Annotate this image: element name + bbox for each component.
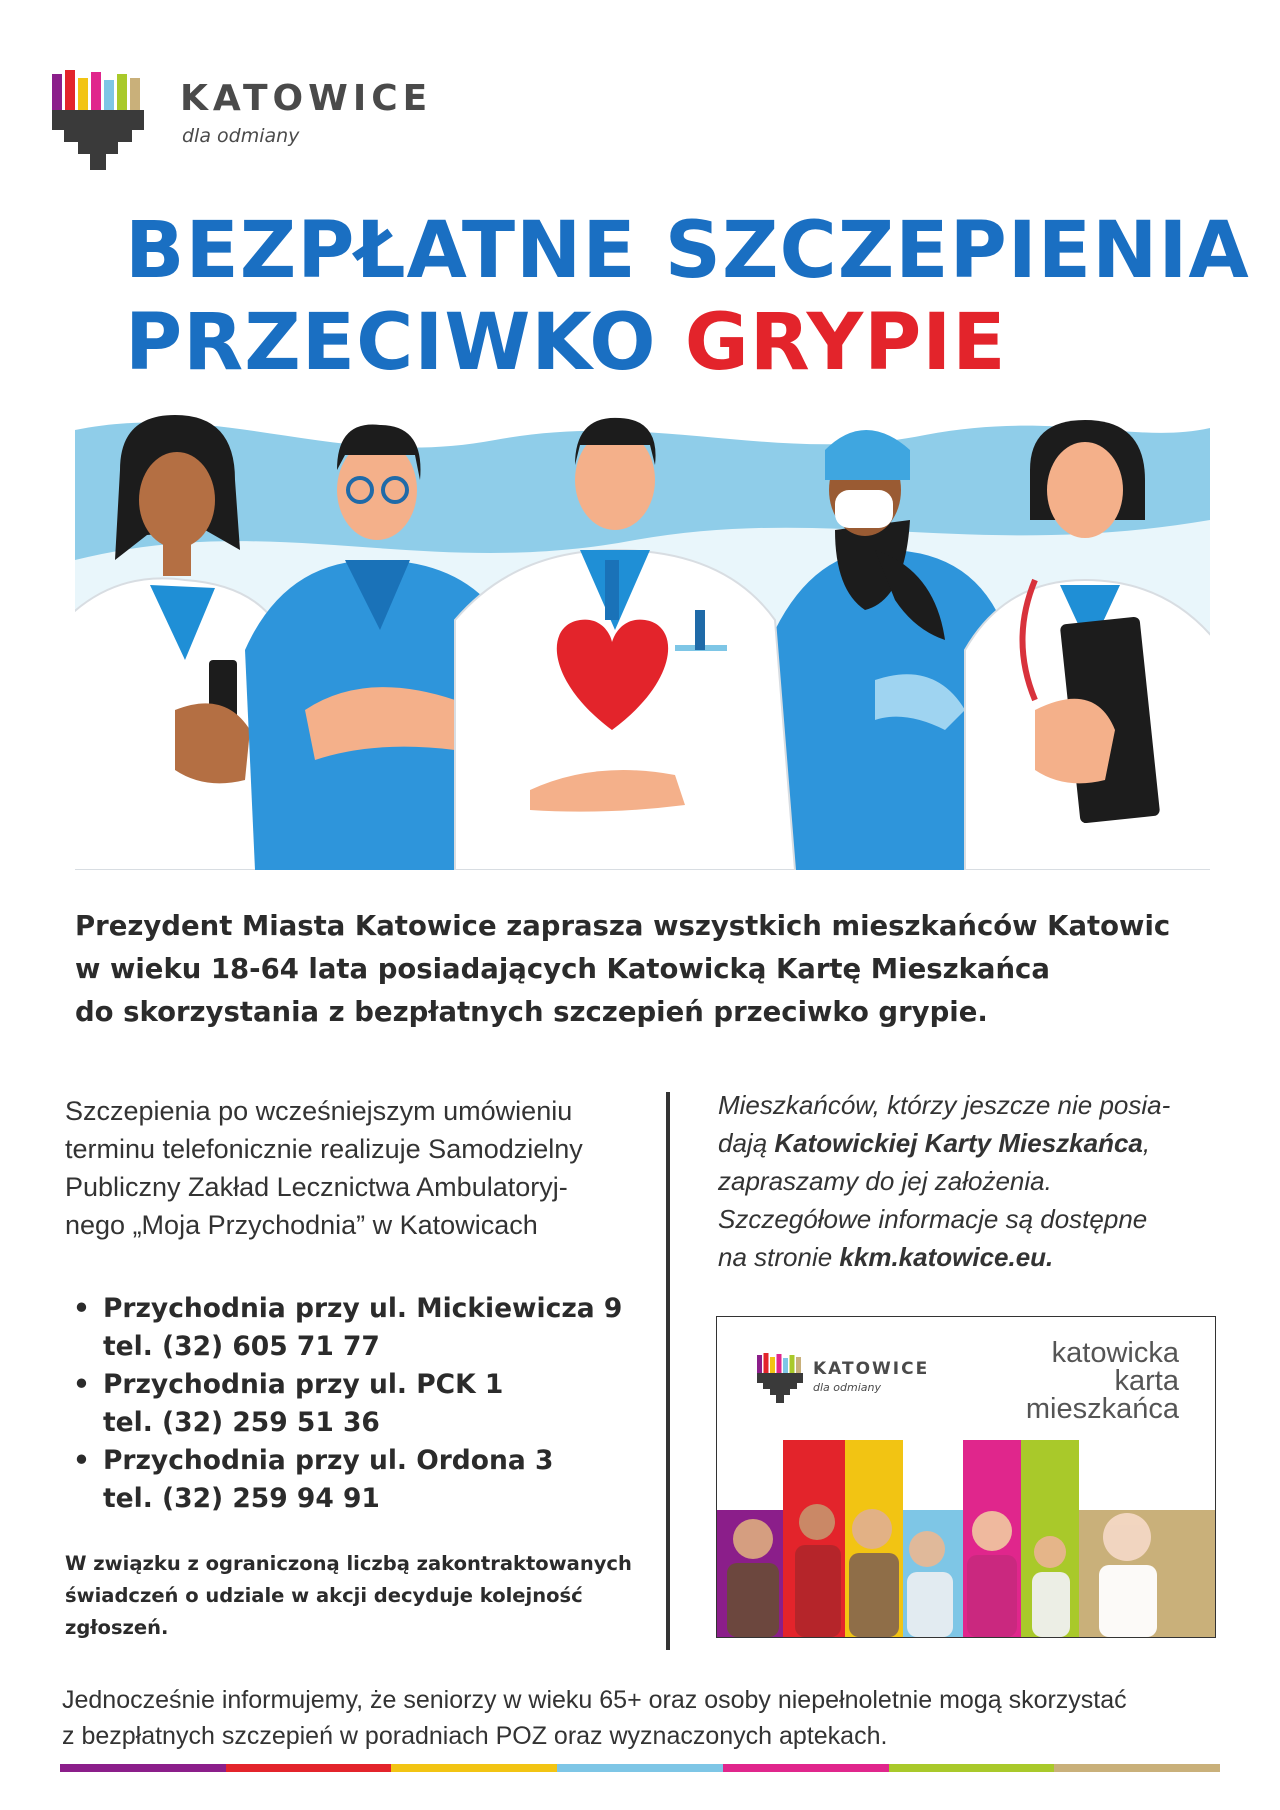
headline: [125, 205, 1250, 389]
kkm-website-link[interactable]: kkm.katowice.eu.: [839, 1242, 1054, 1272]
intro-text: [75, 905, 1215, 1034]
footer-text: [62, 1682, 1242, 1754]
card-info-line-4: Szczegółowe informacje są dostępne: [718, 1204, 1148, 1234]
color-stripe: [60, 1764, 1220, 1772]
stripe-segment-4: [723, 1764, 889, 1772]
katowice-logo: [52, 70, 433, 178]
clinic-phone: tel. (32) 259 51 36: [103, 1407, 380, 1438]
clinic-phone: tel. (32) 605 71 77: [103, 1331, 380, 1362]
note-line-2: świadczeń o udziale w akcji decyduje kolejność zgłoszeń.: [65, 1584, 583, 1639]
card-wordmark: KATOWICE: [813, 1359, 930, 1379]
intro-line-1: Prezydent Miasta Katowice zaprasza wszystkich mieszkańców Katowic: [75, 910, 1171, 942]
katowice-logo-icon: [52, 70, 144, 178]
lead-line-2: terminu telefonicznie realizuje Samodzielny: [65, 1134, 583, 1164]
headline-line-2-blue: PRZECIWKO: [125, 298, 685, 388]
clinic-name: Przychodnia przy ul. PCK 1: [103, 1369, 504, 1400]
card-title-line-2: karta: [1114, 1365, 1179, 1397]
bullet-icon: •: [73, 1293, 90, 1324]
card-info-text: ,: [1142, 1128, 1151, 1158]
bullet-icon: •: [73, 1369, 90, 1400]
stripe-segment-3: [557, 1764, 723, 1772]
clinic-item-ordona: [65, 1442, 665, 1518]
clinic-phone: tel. (32) 259 94 91: [103, 1483, 380, 1514]
intro-line-2: w wieku 18-64 lata posiadających Katowicką Kartę Mieszkańca: [75, 953, 1050, 985]
bullet-icon: •: [73, 1445, 90, 1476]
card-info-line-2: [718, 1124, 1228, 1162]
card-info-line-5: [718, 1238, 1228, 1276]
resident-card-image: [716, 1316, 1216, 1638]
stripe-segment-5: [889, 1764, 1055, 1772]
clinic-name: Przychodnia przy ul. Ordona 3: [103, 1445, 554, 1476]
medical-staff-illustration: [75, 410, 1210, 870]
card-info-line-1: Mieszkańców, którzy jeszcze nie posia-: [718, 1090, 1171, 1120]
note-line-1: W związku z ograniczoną liczbą zakontraktowanych: [65, 1552, 632, 1575]
card-tagline: dla odmiany: [813, 1381, 881, 1394]
headline-grypie: GRYPIE: [684, 298, 1007, 388]
headline-line-2: [125, 297, 1245, 389]
footer-line-2: z bezpłatnych szczepień w poradniach POZ oraz wyznaczonych aptekach.: [62, 1722, 888, 1750]
stripe-segment-6: [1054, 1764, 1220, 1772]
card-info-text: dają: [718, 1128, 775, 1158]
card-info-text: na stronie: [718, 1242, 840, 1272]
logo-wordmark: KATOWICE: [180, 78, 433, 119]
clinic-name: Przychodnia przy ul. Mickiewicza 9: [103, 1293, 623, 1324]
clinics-column: [65, 1092, 665, 1644]
logo-tagline: dla odmiany: [182, 125, 300, 147]
card-title-line-1: katowicka: [1051, 1337, 1179, 1369]
card-title-line-3: mieszkańca: [1025, 1393, 1179, 1425]
footer-line-1: Jednocześnie informujemy, że seniorzy w wieku 65+ oraz osoby niepełnoletnie mogą skorzystać: [62, 1686, 1127, 1714]
availability-note: [65, 1548, 665, 1644]
clinic-list: [65, 1290, 665, 1518]
card-photo-collage: [717, 1317, 1215, 1637]
stripe-segment-2: [391, 1764, 557, 1772]
column-divider: [666, 1092, 670, 1650]
lead-line-3: Publiczny Zakład Lecznictwa Ambulatoryj-: [65, 1172, 568, 1202]
card-info-line-3: zapraszamy do jej założenia.: [718, 1166, 1052, 1196]
lead-line-4: nego „Moja Przychodnia” w Katowicach: [65, 1210, 538, 1240]
clinic-item-pck: [65, 1366, 665, 1442]
card-name-bold: Katowickiej Karty Mieszkańca: [774, 1128, 1143, 1158]
stripe-segment-0: [60, 1764, 226, 1772]
stripe-segment-1: [226, 1764, 392, 1772]
doctors-illustration-image: [75, 410, 1210, 870]
clinic-item-mickiewicza: [65, 1290, 665, 1366]
intro-line-3: do skorzystania z bezpłatnych szczepień przeciwko grypie.: [75, 996, 988, 1028]
card-info-column: [718, 1086, 1228, 1276]
lead-line-1: Szczepienia po wcześniejszym umówieniu: [65, 1096, 573, 1126]
headline-line-1: BEZPŁATNE SZCZEPIENIA: [125, 206, 1250, 296]
